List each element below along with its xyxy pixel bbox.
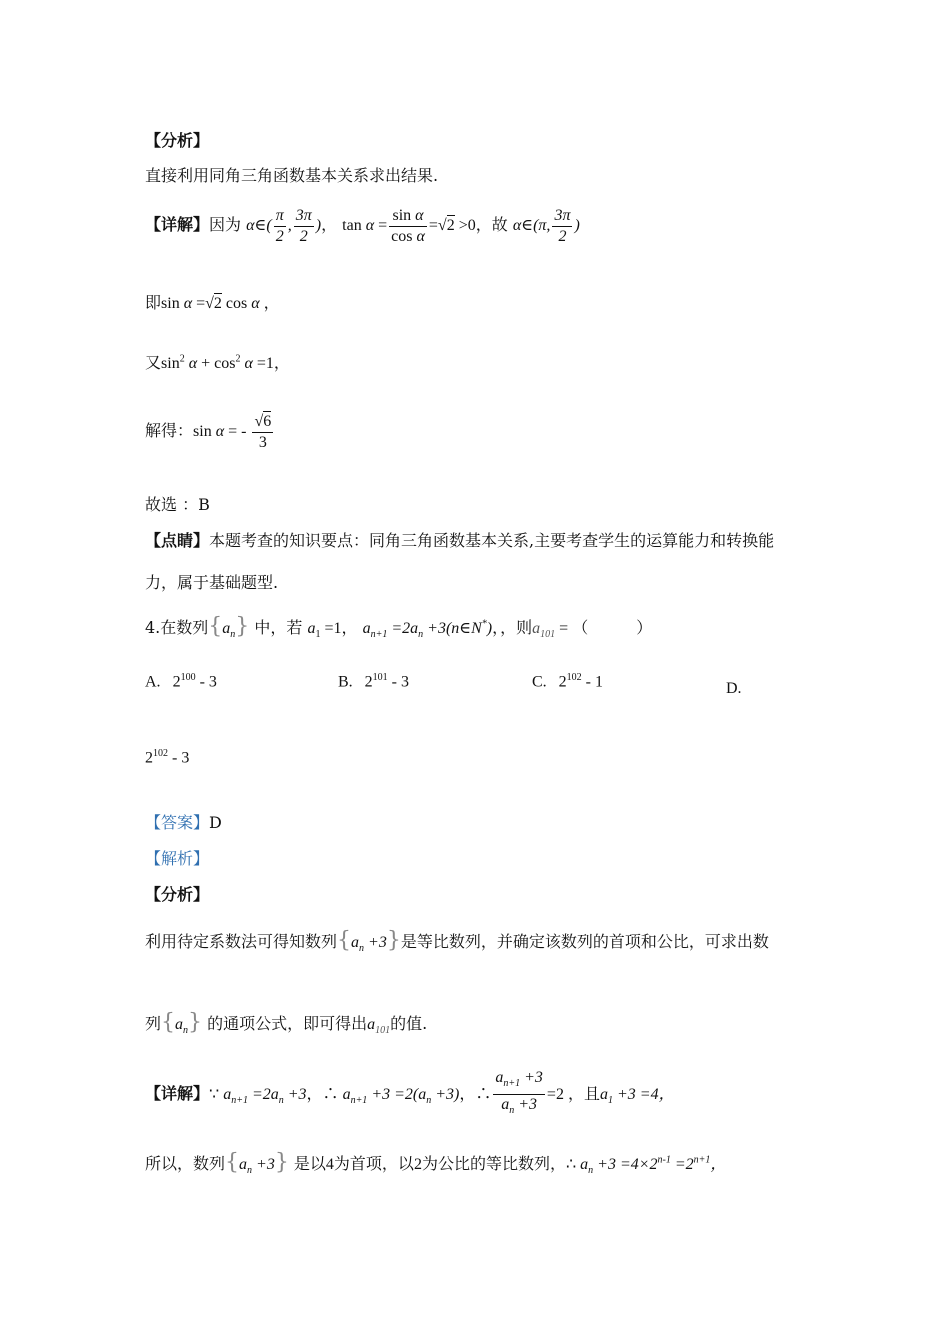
- answer-blank: （ ）: [572, 618, 653, 637]
- detail-heading: 【详解】: [145, 215, 210, 235]
- formula-sin-result: sin α = - $\frac{√6}{3}$: [193, 413, 272, 451]
- option-d-value: $2^{102} - 3$: [145, 748, 190, 767]
- text-suoyi-2: 是以: [293, 1154, 326, 1173]
- remark-heading: 【点睛】: [145, 531, 210, 550]
- answer-line: [145, 810, 222, 833]
- stem-part-1: 在数列: [160, 618, 209, 637]
- question-4-stem: 4.在数列$\{a_n\}$ 中，若 $a_1 =1$， $a_{n+1} =2a_n$ +3(n∈N*)，，则$a_{101}$ = （ ）: [145, 614, 653, 641]
- line-jiede: [145, 412, 275, 453]
- option-d[interactable]: D.: [726, 680, 742, 697]
- text-qie: 且: [583, 1084, 600, 1104]
- explanation-heading: 【解析】: [145, 849, 210, 868]
- formula-sin-eq: sin α =√2 cos α ，: [161, 295, 280, 312]
- analysis-part-3: 列: [145, 1014, 162, 1033]
- text-you: 又: [145, 353, 162, 372]
- text-jiede: 解得：: [145, 421, 194, 441]
- analysis-heading: 【分析】: [145, 131, 210, 150]
- analysis-part-4: 的通项公式，即可得出: [207, 1014, 368, 1033]
- text-suoyi: 所以，数列: [145, 1154, 226, 1173]
- stem-part-2: 中，若: [254, 618, 303, 637]
- detail-line-3: 所以，数列$\{a_n +3\}$ 是以4为首项，以2为公比的等比数列，∴ $a_n +3 =4\times 2^{n-1} =2^{n+1}$，: [145, 1150, 727, 1177]
- analysis-heading-2: 【分析】: [145, 885, 210, 904]
- answer-value: D: [209, 813, 222, 832]
- choice-line: 故选 ：B: [145, 495, 210, 514]
- remark-line-1: [145, 528, 774, 551]
- line-ji: [145, 290, 280, 313]
- formula-recurrence: $a_{n+1} =2a_n$ +3(n∈N*): [362, 618, 493, 641]
- num-2: 2: [413, 1156, 422, 1173]
- option-c[interactable]: C. $2^{102} - 1$: [532, 672, 603, 691]
- option-b[interactable]: B. $2^{101} - 3$: [338, 672, 409, 691]
- analysis-part-2: 是等比数列，并确定该数列的首项和公比，可求出数: [400, 932, 769, 951]
- option-a[interactable]: A. $2^{100} - 3$: [145, 672, 217, 691]
- text-suoyi-3: 为首项，以: [333, 1154, 414, 1173]
- analysis-text: 直接利用同角三角函数基本关系求出结果.: [145, 166, 439, 185]
- analysis-part-1: 利用待定系数法可得知数列: [145, 932, 338, 951]
- text-gu: 故: [491, 215, 508, 235]
- question-number: 4.: [145, 618, 161, 637]
- text-ji: 即: [145, 293, 162, 312]
- formula-alpha-range-2: α∈(π, $\frac{3\pi}{2}$ ): [512, 207, 580, 245]
- formula-pythagorean: $\sin^2 \alpha + \cos^2 \alpha =1$，: [161, 353, 290, 372]
- analysis-line-2: 列$\{a_n\}$ 的通项公式，即可得出$a_{101}$的值.: [145, 1010, 428, 1037]
- answer-heading: 【答案】: [145, 813, 210, 832]
- analysis-line-1: 利用待定系数法可得知数列$\{a_n +3\}$是等比数列，并确定该数列的首项和公比，可求出数: [145, 928, 769, 955]
- line-you: [145, 350, 290, 373]
- detail-line-2: 【详解】∵ $a_{n+1} =2a_n +3$，∴ $a_{n+1} +3 =2(a_n +3)$，∴ $\frac{a_{n+1} +3}{a_n +3}$ =2 ，且$a_1 +3 =4$，: [145, 1069, 675, 1117]
- text-yinwei: 因为: [209, 215, 242, 235]
- formula-tan: tan α = $\frac{\text{sin α}}{\text{cos α}}$ =√2 >0，: [342, 207, 492, 245]
- num-4: 4: [325, 1156, 334, 1173]
- remark-text-1: 本题考查的知识要点：同角三角函数基本关系,主要考查学生的运算能力和转换能: [209, 531, 775, 550]
- text-suoyi-4: 为公比的等比数列，: [421, 1154, 566, 1173]
- detail-line-1: 【详解】因为 α∈( $\frac{\pi}{2}$ , $\frac{3\pi}{2}$ )， tan α = $\frac{\text{sin α}}{\text{cos α}}$ =√2 >0，故 α∈(π, $\frac{3\pi}{2}$ ): [145, 207, 580, 245]
- remark-line-2: 力，属于基础题型.: [145, 573, 279, 592]
- analysis-part-5: 的值.: [390, 1014, 428, 1033]
- formula-alpha-range: α∈( $\frac{\pi}{2}$ , $\frac{3\pi}{2}$ ): [246, 207, 322, 245]
- detail-heading-2: 【详解】: [145, 1084, 210, 1104]
- stem-part-3: ，则: [500, 618, 533, 637]
